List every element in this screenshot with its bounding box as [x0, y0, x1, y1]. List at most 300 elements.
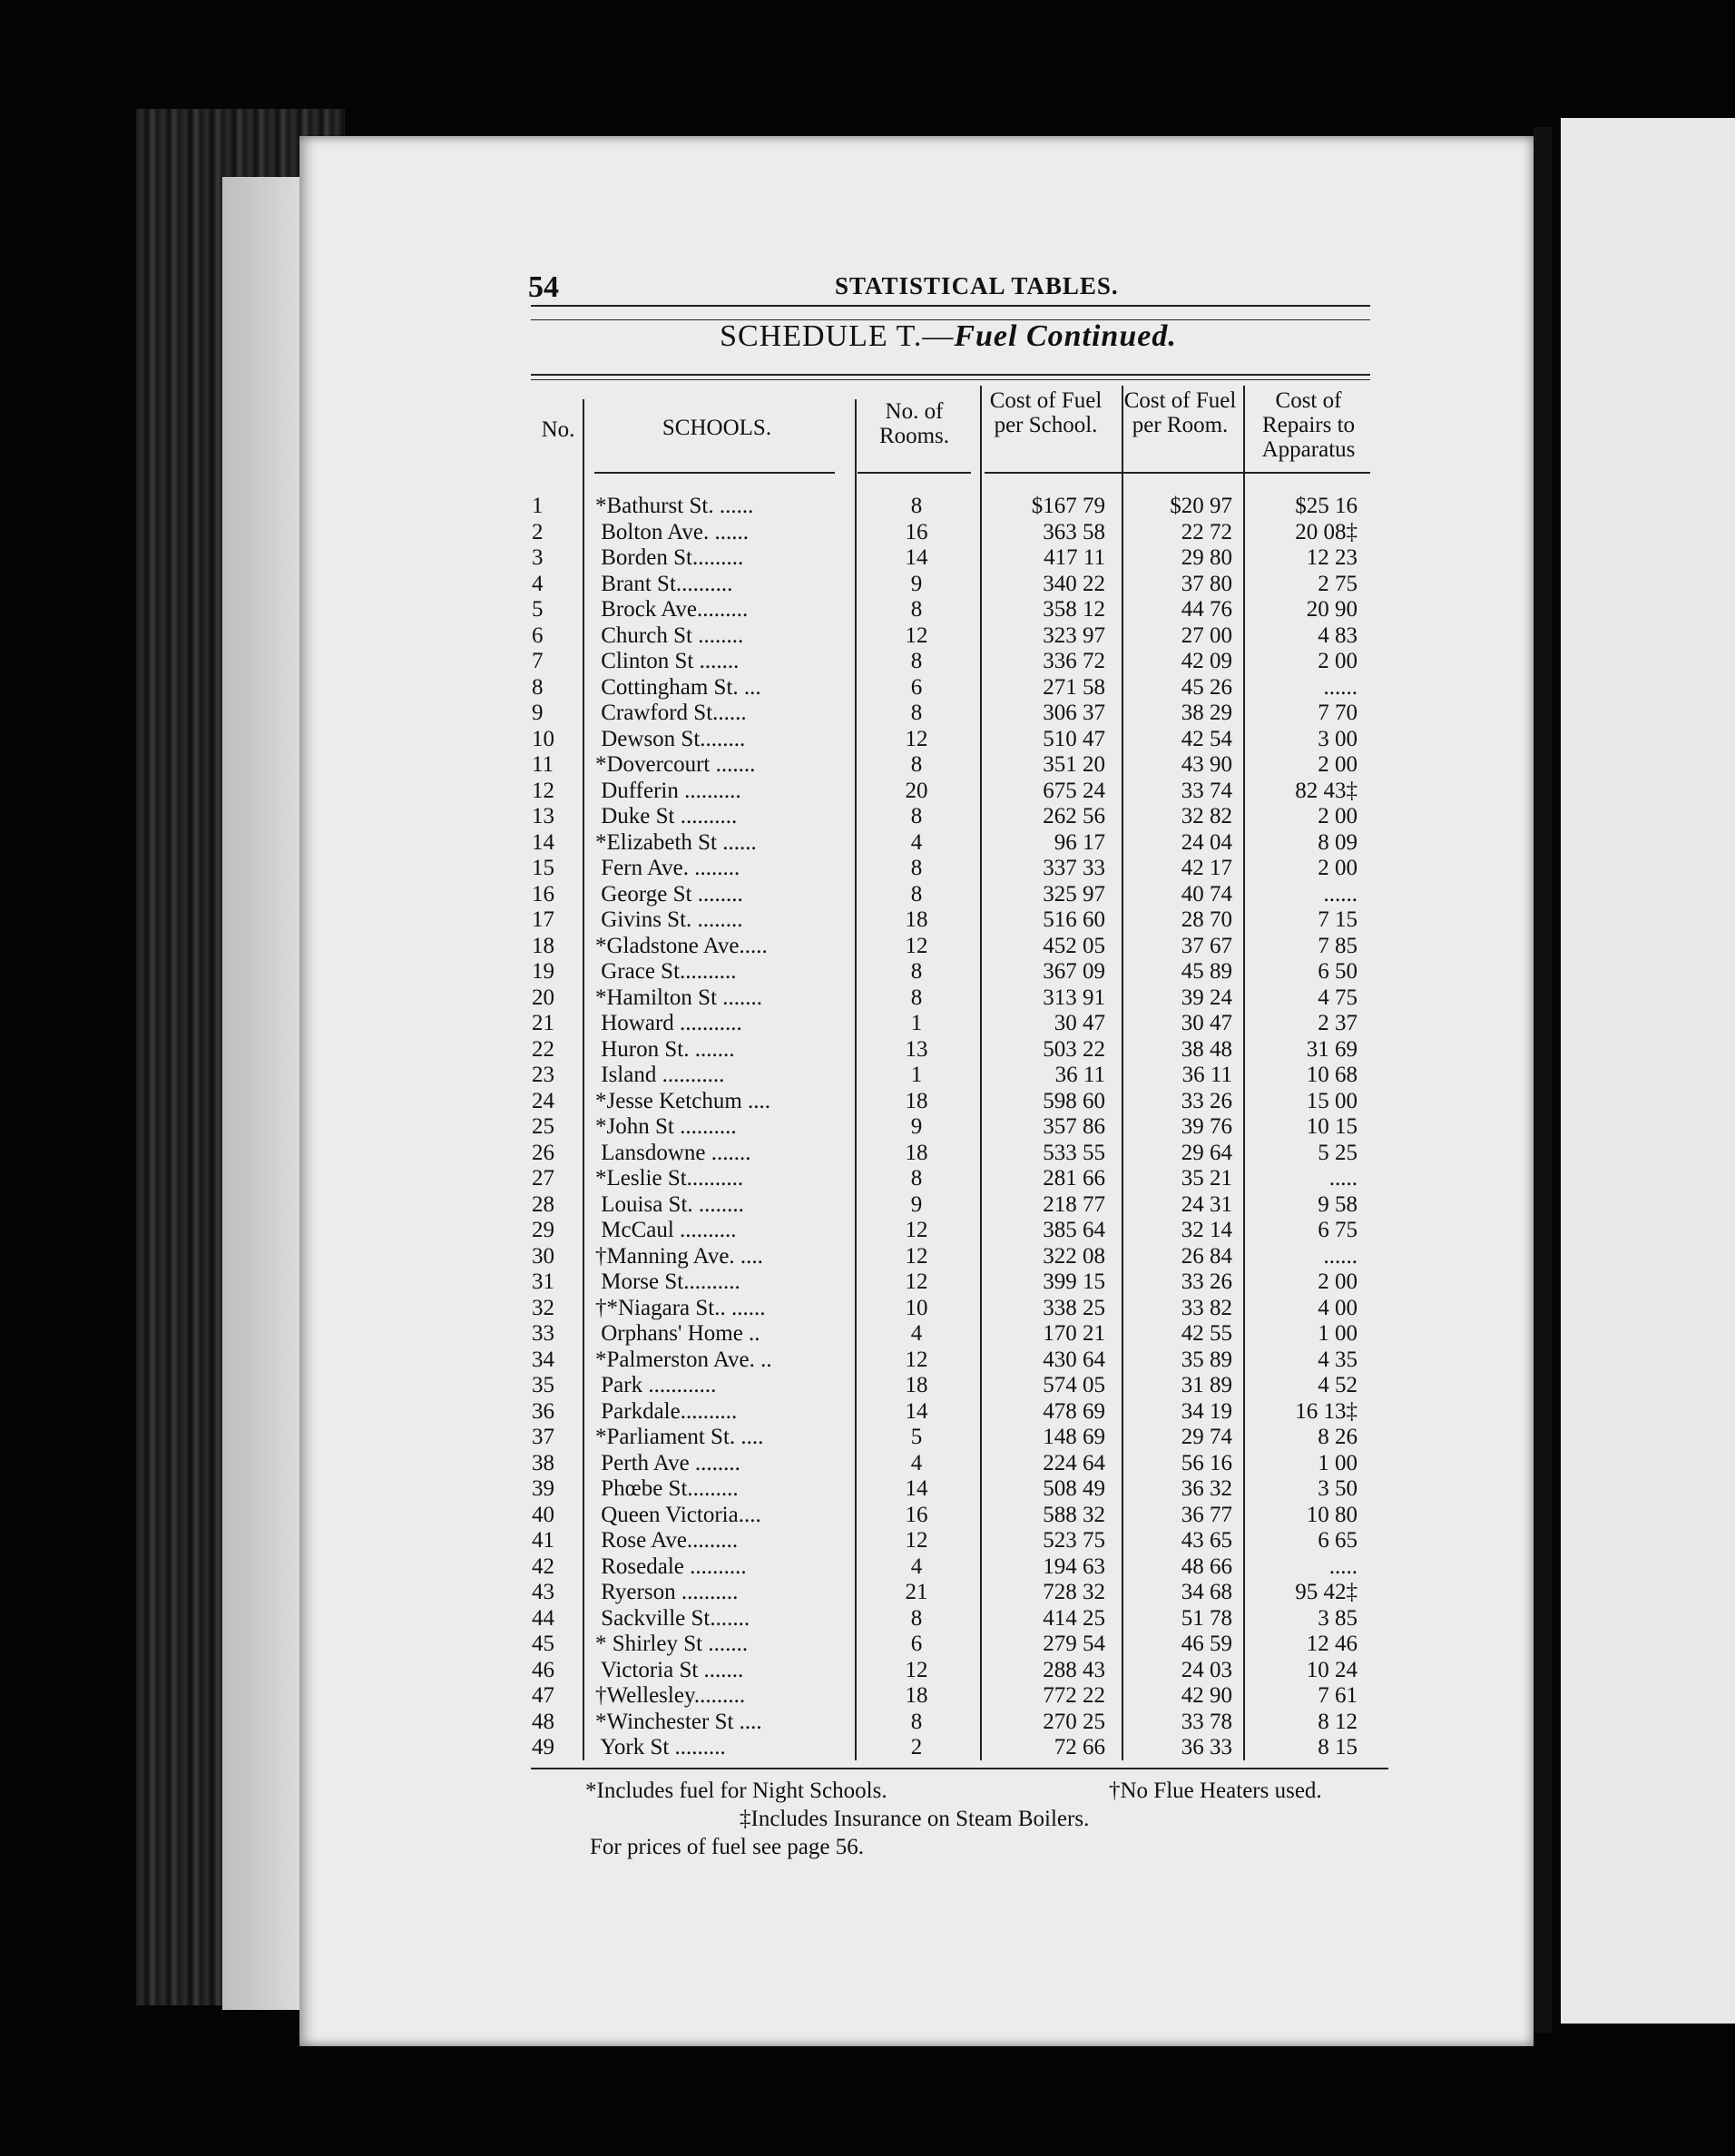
row-number: 3 — [532, 545, 544, 570]
room-count: 6 — [910, 674, 923, 700]
school-name: Howard ........... — [595, 1011, 742, 1035]
school-name: Parkdale.......... — [595, 1398, 738, 1424]
room-count: 8 — [910, 985, 923, 1010]
row-number: 4 — [532, 571, 544, 596]
table-row — [0, 1166, 1735, 1192]
row-number: 33 — [532, 1321, 554, 1346]
room-count: 2 — [910, 1735, 923, 1759]
school-name: Island ........... — [595, 1063, 725, 1087]
fuel-cost-per-school: 351 20 — [1043, 752, 1105, 777]
fuel-cost-per-school: 306 37 — [1043, 701, 1105, 725]
fuel-cost-per-room: 40 74 — [1181, 881, 1232, 906]
fuel-cost-per-room: $20 97 — [1170, 494, 1232, 518]
row-number: 25 — [532, 1114, 554, 1139]
repairs-cost: ..... — [1328, 1166, 1358, 1191]
room-count: 4 — [910, 1553, 923, 1579]
school-name: Clinton St ....... — [595, 649, 740, 673]
row-number: 20 — [532, 985, 554, 1010]
table-row — [0, 1089, 1735, 1115]
school-name: Queen Victoria.... — [595, 1502, 761, 1527]
fuel-cost-per-school: 417 11 — [1044, 545, 1105, 570]
row-number: 39 — [532, 1476, 554, 1501]
school-name: Grace St.......... — [595, 959, 737, 984]
row-number: 1 — [532, 494, 544, 518]
fuel-cost-per-room: 33 74 — [1181, 778, 1232, 803]
school-name: York St ......... — [595, 1735, 726, 1759]
table-row — [0, 804, 1735, 830]
repairs-cost: 6 65 — [1318, 1528, 1358, 1553]
fuel-cost-per-school: 323 97 — [1043, 622, 1105, 648]
schedule-title-main: SCHEDULE T.— — [720, 319, 955, 353]
table-row — [0, 1425, 1735, 1451]
fuel-cost-per-school: 279 54 — [1043, 1632, 1105, 1656]
repairs-cost: 7 85 — [1318, 933, 1358, 958]
row-number: 23 — [532, 1063, 554, 1087]
row-number: 2 — [532, 519, 544, 544]
room-count: 12 — [905, 622, 928, 648]
room-count: 12 — [905, 1243, 928, 1269]
row-number: 45 — [532, 1632, 554, 1656]
fuel-cost-per-school: 414 25 — [1043, 1605, 1105, 1631]
fuel-cost-per-room: 30 47 — [1181, 1011, 1232, 1035]
fuel-cost-per-school: 598 60 — [1043, 1088, 1105, 1113]
row-number: 40 — [532, 1502, 554, 1527]
fuel-cost-per-room: 33 82 — [1181, 1295, 1232, 1320]
room-count: 12 — [905, 933, 928, 958]
table-row — [0, 1580, 1735, 1606]
row-number: 9 — [532, 701, 544, 725]
table-row — [0, 959, 1735, 985]
fuel-cost-per-school: 262 56 — [1043, 804, 1105, 828]
school-name: Church St ........ — [595, 622, 744, 648]
school-name: Givins St. ........ — [595, 907, 743, 932]
room-count: 8 — [910, 804, 923, 828]
fuel-cost-per-room: 37 67 — [1181, 933, 1232, 958]
repairs-cost: ...... — [1323, 881, 1358, 906]
school-name: *Winchester St .... — [595, 1709, 762, 1734]
fuel-cost-per-room: 36 11 — [1181, 1063, 1232, 1087]
school-name: Sackville St....... — [595, 1605, 750, 1631]
fuel-cost-per-room: 29 74 — [1181, 1425, 1232, 1449]
fuel-cost-per-school: 313 91 — [1043, 985, 1105, 1010]
repairs-cost: 20 08‡ — [1295, 519, 1358, 544]
repairs-cost: 16 13‡ — [1295, 1398, 1358, 1424]
table-row — [0, 856, 1735, 882]
room-count: 1 — [910, 1011, 923, 1035]
table-row — [0, 1063, 1735, 1089]
repairs-cost: 12 23 — [1306, 545, 1358, 570]
school-name: Park ............ — [595, 1373, 717, 1397]
room-count: 9 — [910, 1114, 923, 1139]
table-row — [0, 701, 1735, 727]
fuel-cost-per-room: 24 04 — [1181, 829, 1232, 855]
row-number: 5 — [532, 597, 544, 622]
repairs-cost: 20 90 — [1306, 597, 1358, 622]
room-count: 1 — [910, 1063, 923, 1087]
fuel-cost-per-school: 72 66 — [1054, 1735, 1105, 1759]
table-row — [0, 545, 1735, 572]
table-row — [0, 1141, 1735, 1167]
row-number: 16 — [532, 881, 554, 906]
repairs-cost: 7 61 — [1318, 1683, 1358, 1708]
school-name: *Palmerston Ave. .. — [595, 1347, 772, 1372]
room-count: 8 — [910, 649, 923, 673]
table-row — [0, 1503, 1735, 1529]
row-number: 18 — [532, 933, 554, 958]
table-top-rule — [531, 374, 1370, 376]
school-name: Phœbe St......... — [595, 1476, 739, 1501]
table-body — [0, 494, 1735, 1761]
row-number: 19 — [532, 959, 554, 984]
row-number: 8 — [532, 674, 544, 700]
repairs-cost: 12 46 — [1306, 1632, 1358, 1656]
row-number: 6 — [532, 622, 544, 648]
row-number: 34 — [532, 1347, 554, 1372]
table-row — [0, 649, 1735, 675]
table-row — [0, 1399, 1735, 1426]
row-number: 17 — [532, 907, 554, 932]
row-number: 12 — [532, 778, 554, 803]
table-row — [0, 1192, 1735, 1219]
room-count: 8 — [910, 1166, 923, 1191]
fuel-cost-per-school: 358 12 — [1043, 597, 1105, 622]
fuel-cost-per-room: 35 21 — [1181, 1166, 1232, 1191]
table-row — [0, 1476, 1735, 1503]
schedule-title — [526, 319, 1370, 354]
table-row — [0, 623, 1735, 650]
fuel-cost-per-school: 516 60 — [1043, 907, 1105, 932]
fuel-cost-per-room: 28 70 — [1181, 907, 1232, 932]
repairs-cost: 2 37 — [1318, 1011, 1358, 1035]
school-name: Orphans' Home .. — [595, 1321, 760, 1346]
row-number: 49 — [532, 1735, 554, 1759]
school-name: *Bathurst St. ...... — [595, 494, 754, 518]
fuel-cost-per-room: 36 33 — [1181, 1735, 1232, 1759]
fuel-cost-per-room: 36 77 — [1181, 1502, 1232, 1527]
repairs-cost: 2 00 — [1318, 856, 1358, 880]
fuel-cost-per-room: 42 54 — [1181, 726, 1232, 751]
row-number: 35 — [532, 1373, 554, 1397]
table-row — [0, 985, 1735, 1012]
fuel-cost-per-room: 37 80 — [1181, 571, 1232, 596]
table-row — [0, 1244, 1735, 1270]
table-row — [0, 779, 1735, 805]
footnote-fuel-prices: For prices of fuel see page 56. — [590, 1835, 864, 1859]
room-count: 12 — [905, 1218, 928, 1242]
row-number: 41 — [532, 1528, 554, 1553]
fuel-cost-per-school: 271 58 — [1043, 674, 1105, 700]
fuel-cost-per-room: 36 32 — [1181, 1476, 1232, 1501]
fuel-cost-per-school: 357 86 — [1043, 1114, 1105, 1139]
fuel-cost-per-room: 44 76 — [1181, 597, 1232, 622]
school-name: George St ........ — [595, 881, 743, 906]
school-name: †Manning Ave. .... — [595, 1243, 763, 1269]
repairs-cost: 2 75 — [1318, 571, 1358, 596]
fuel-cost-per-room: 39 24 — [1181, 985, 1232, 1010]
school-name: †Wellesley......... — [595, 1683, 746, 1708]
fuel-cost-per-school: 281 66 — [1043, 1166, 1105, 1191]
fuel-cost-per-school: 30 47 — [1054, 1011, 1105, 1035]
room-count: 8 — [910, 494, 923, 518]
fuel-cost-per-room: 24 03 — [1181, 1657, 1232, 1682]
repairs-cost: 10 15 — [1306, 1114, 1358, 1139]
fuel-cost-per-room: 29 80 — [1181, 545, 1232, 570]
table-row — [0, 1373, 1735, 1399]
fuel-cost-per-room: 48 66 — [1181, 1553, 1232, 1579]
footnote-flue-heaters: †No Flue Heaters used. — [1109, 1779, 1322, 1803]
repairs-cost: 8 12 — [1318, 1709, 1358, 1734]
table-row — [0, 1269, 1735, 1296]
fuel-cost-per-school: 452 05 — [1043, 933, 1105, 958]
room-count: 12 — [905, 1528, 928, 1553]
fuel-cost-per-room: 45 89 — [1181, 959, 1232, 984]
repairs-cost: 1 00 — [1318, 1450, 1358, 1475]
footnote-night-schools: *Includes fuel for Night Schools. — [585, 1779, 887, 1803]
row-number: 38 — [532, 1450, 554, 1475]
room-count: 18 — [905, 1373, 928, 1397]
table-row — [0, 1658, 1735, 1684]
school-name: Bolton Ave. ...... — [595, 519, 749, 544]
fuel-cost-per-room: 34 19 — [1181, 1398, 1232, 1424]
fuel-cost-per-room: 38 29 — [1181, 701, 1232, 725]
room-count: 8 — [910, 856, 923, 880]
repairs-cost: 82 43‡ — [1295, 778, 1358, 803]
school-name: Morse St.......... — [595, 1269, 740, 1294]
row-number: 47 — [532, 1683, 554, 1708]
repairs-cost: 4 75 — [1318, 985, 1358, 1010]
room-count: 9 — [910, 1191, 923, 1217]
school-name: Crawford St...... — [595, 701, 747, 725]
repairs-cost: 2 00 — [1318, 752, 1358, 777]
fuel-cost-per-school: 170 21 — [1043, 1321, 1105, 1346]
room-count: 14 — [905, 545, 928, 570]
repairs-cost: 2 00 — [1318, 1269, 1358, 1294]
room-count: 16 — [905, 519, 928, 544]
fuel-cost-per-school: 270 25 — [1043, 1709, 1105, 1734]
fuel-cost-per-room: 33 26 — [1181, 1269, 1232, 1294]
fuel-cost-per-school: 363 58 — [1043, 519, 1105, 544]
table-top-rule-2 — [531, 379, 1370, 380]
fuel-cost-per-room: 24 31 — [1181, 1191, 1232, 1217]
header-bottom-rule-3 — [985, 472, 1370, 474]
row-number: 48 — [532, 1709, 554, 1734]
room-count: 5 — [910, 1425, 923, 1449]
row-number: 7 — [532, 649, 544, 673]
row-number: 11 — [532, 752, 554, 777]
header-no: No. — [541, 417, 575, 442]
fuel-cost-per-room: 56 16 — [1181, 1450, 1232, 1475]
table-row — [0, 572, 1735, 598]
repairs-cost: 31 69 — [1306, 1036, 1358, 1062]
repairs-cost: 10 68 — [1306, 1063, 1358, 1087]
row-number: 28 — [532, 1191, 554, 1217]
table-row — [0, 934, 1735, 960]
row-number: 24 — [532, 1088, 554, 1113]
fuel-cost-per-room: 33 26 — [1181, 1088, 1232, 1113]
repairs-cost: 2 00 — [1318, 804, 1358, 828]
fuel-cost-per-school: $167 79 — [1031, 494, 1105, 518]
repairs-cost: 7 70 — [1318, 701, 1358, 725]
room-count: 8 — [910, 1709, 923, 1734]
fuel-cost-per-room: 31 89 — [1181, 1373, 1232, 1397]
room-count: 14 — [905, 1398, 928, 1424]
table-row — [0, 520, 1735, 546]
room-count: 8 — [910, 597, 923, 622]
fuel-cost-per-room: 46 59 — [1181, 1632, 1232, 1656]
repairs-cost: 10 24 — [1306, 1657, 1358, 1682]
row-number: 13 — [532, 804, 554, 828]
repairs-cost: 2 00 — [1318, 649, 1358, 673]
repairs-cost: 3 00 — [1318, 726, 1358, 751]
row-number: 31 — [532, 1269, 554, 1294]
room-count: 12 — [905, 1657, 928, 1682]
fuel-cost-per-school: 503 22 — [1043, 1036, 1105, 1062]
fuel-cost-per-room: 45 26 — [1181, 674, 1232, 700]
school-name: * Shirley St ....... — [595, 1632, 749, 1656]
room-count: 18 — [905, 907, 928, 932]
repairs-cost: 1 00 — [1318, 1321, 1358, 1346]
room-count: 21 — [905, 1580, 928, 1604]
fuel-cost-per-room: 38 48 — [1181, 1036, 1232, 1062]
fuel-cost-per-room: 33 78 — [1181, 1709, 1232, 1734]
row-number: 42 — [532, 1553, 554, 1579]
running-head: STATISTICAL TABLES. — [835, 272, 1119, 299]
room-count: 4 — [910, 1321, 923, 1346]
room-count: 4 — [910, 1450, 923, 1475]
table-row — [0, 1037, 1735, 1063]
school-name: Dufferin .......... — [595, 778, 741, 803]
repairs-cost: 95 42‡ — [1295, 1580, 1358, 1604]
header-rooms: No. of Rooms. — [878, 399, 950, 448]
row-number: 26 — [532, 1140, 554, 1165]
fuel-cost-per-room: 42 17 — [1181, 856, 1232, 880]
header-repairs: Cost of Repairs to Apparatus — [1261, 388, 1356, 462]
table-row — [0, 675, 1735, 701]
fuel-cost-per-school: 325 97 — [1043, 881, 1105, 906]
fuel-cost-per-room: 32 82 — [1181, 804, 1232, 828]
room-count: 18 — [905, 1088, 928, 1113]
fuel-cost-per-school: 588 32 — [1043, 1502, 1105, 1527]
fuel-cost-per-school: 508 49 — [1043, 1476, 1105, 1501]
row-number: 10 — [532, 726, 554, 751]
table-row — [0, 1554, 1735, 1581]
header-bottom-rule-1 — [594, 472, 835, 474]
fuel-cost-per-school: 523 75 — [1043, 1528, 1105, 1553]
fuel-cost-per-school: 510 47 — [1043, 726, 1105, 751]
header-fuel-per-school: Cost of Fuel per School. — [989, 388, 1103, 437]
row-number: 46 — [532, 1657, 554, 1682]
fuel-cost-per-school: 224 64 — [1043, 1450, 1105, 1475]
repairs-cost: 9 58 — [1318, 1191, 1358, 1217]
school-name: Rose Ave......... — [595, 1528, 739, 1553]
repairs-cost: 8 15 — [1318, 1735, 1358, 1759]
school-name: *Hamilton St ....... — [595, 985, 763, 1010]
fuel-cost-per-school: 385 64 — [1043, 1218, 1105, 1242]
fuel-cost-per-school: 218 77 — [1043, 1191, 1105, 1217]
school-name: Cottingham St. ... — [595, 674, 761, 700]
page-number: 54 — [528, 270, 559, 304]
room-count: 12 — [905, 726, 928, 751]
repairs-cost: 5 25 — [1318, 1140, 1358, 1165]
repairs-cost: ...... — [1323, 1243, 1358, 1269]
room-count: 8 — [910, 701, 923, 725]
row-number: 29 — [532, 1218, 554, 1242]
repairs-cost: 10 80 — [1306, 1502, 1358, 1527]
school-name: *Parliament St. .... — [595, 1425, 764, 1449]
table-row — [0, 752, 1735, 779]
room-count: 8 — [910, 1605, 923, 1631]
school-name: Lansdowne ....... — [595, 1140, 751, 1165]
table-row — [0, 1632, 1735, 1658]
fuel-cost-per-room: 26 84 — [1181, 1243, 1232, 1269]
repairs-cost: ..... — [1328, 1553, 1358, 1579]
fuel-cost-per-school: 399 15 — [1043, 1269, 1105, 1294]
fuel-cost-per-school: 322 08 — [1043, 1243, 1105, 1269]
fuel-cost-per-room: 43 90 — [1181, 752, 1232, 777]
fuel-cost-per-room: 42 55 — [1181, 1321, 1232, 1346]
fuel-cost-per-school: 772 22 — [1043, 1683, 1105, 1708]
fuel-cost-per-school: 36 11 — [1054, 1063, 1105, 1087]
table-row — [0, 1348, 1735, 1374]
school-name: *Jesse Ketchum .... — [595, 1088, 771, 1113]
school-name: Brock Ave......... — [595, 597, 749, 622]
school-name: *Leslie St.......... — [595, 1166, 744, 1191]
header-schools: SCHOOLS. — [662, 416, 772, 440]
fuel-cost-per-school: 728 32 — [1043, 1580, 1105, 1604]
table-row — [0, 1735, 1735, 1761]
row-number: 30 — [532, 1243, 554, 1269]
room-count: 4 — [910, 829, 923, 855]
repairs-cost: 4 00 — [1318, 1295, 1358, 1320]
school-name: Fern Ave. ........ — [595, 856, 740, 880]
table-row — [0, 727, 1735, 753]
room-count: 9 — [910, 571, 923, 596]
fuel-cost-per-school: 367 09 — [1043, 959, 1105, 984]
school-name: *Gladstone Ave..... — [595, 933, 768, 958]
room-count: 20 — [905, 778, 928, 803]
table-row — [0, 1528, 1735, 1554]
header-bottom-rule-2 — [858, 472, 971, 474]
fuel-cost-per-room: 32 14 — [1181, 1218, 1232, 1242]
footnote-insurance: ‡Includes Insurance on Steam Boilers. — [740, 1807, 1090, 1831]
fuel-cost-per-school: 336 72 — [1043, 649, 1105, 673]
room-count: 6 — [910, 1632, 923, 1656]
row-number: 32 — [532, 1295, 554, 1320]
row-number: 21 — [532, 1011, 554, 1035]
room-count: 12 — [905, 1347, 928, 1372]
table-row — [0, 1451, 1735, 1477]
room-count: 8 — [910, 959, 923, 984]
table-row — [0, 882, 1735, 908]
school-name: Brant St.......... — [595, 571, 733, 596]
repairs-cost: 4 83 — [1318, 622, 1358, 648]
fuel-cost-per-room: 22 72 — [1181, 519, 1232, 544]
fuel-cost-per-school: 288 43 — [1043, 1657, 1105, 1682]
room-count: 18 — [905, 1683, 928, 1708]
header-rule — [531, 305, 1370, 307]
row-number: 27 — [532, 1166, 554, 1191]
school-name: Huron St. ....... — [595, 1036, 735, 1062]
school-name: Victoria St ....... — [595, 1657, 744, 1682]
fuel-cost-per-school: 533 55 — [1043, 1140, 1105, 1165]
repairs-cost: 4 52 — [1318, 1373, 1358, 1397]
school-name: Perth Ave ........ — [595, 1450, 740, 1475]
school-name: Duke St .......... — [595, 804, 738, 828]
table-row — [0, 1710, 1735, 1736]
repairs-cost: 3 85 — [1318, 1605, 1358, 1631]
table-row — [0, 1321, 1735, 1348]
row-number: 22 — [532, 1036, 554, 1062]
